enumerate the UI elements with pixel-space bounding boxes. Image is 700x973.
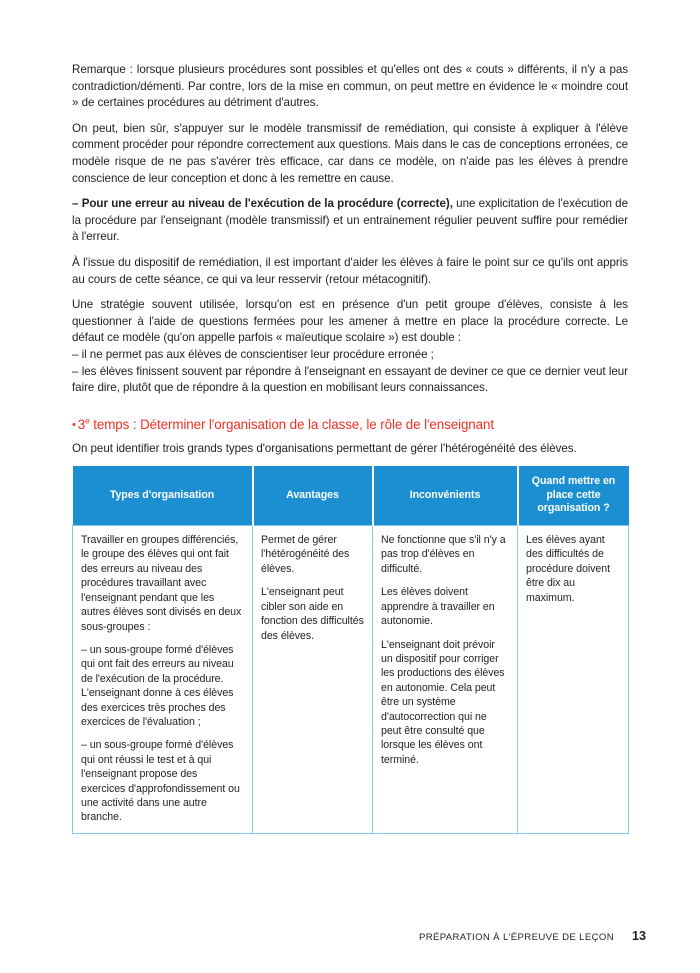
bullet-deviner: – les élèves finissent souvent par répondre à l'enseignant en essayant de deviner ce que ce dernier veut leur faire dire, plutôt que de répondre à la question en mobilisant leurs connaissances.	[72, 364, 628, 395]
organisations-table	[72, 466, 629, 834]
cell-paragraph: L'enseignant doit prévoir un dispositif pour corriger les productions des élèves en autonomie. Cela peut être un système d'autocorrection qui ne peut être consulté que lorsque les élèves ont terminé.	[381, 638, 505, 766]
cell-avantages	[253, 526, 373, 834]
section-heading-3e-temps	[72, 416, 628, 434]
paragraph-modele-transmissif: On peut, bien sûr, s'appuyer sur le modèle transmissif de remédiation, qui consiste à expliquer à l'élève comment procéder pour répondre correctement aux questions. Mais dans le cas de conceptions erronées, ce modèle risque de ne pas s'avérer très efficace, car dans ce modèle, on n'aide pas les élèves à prendre conscience de leur conception et donc à les remettre en cause.	[72, 121, 628, 185]
table-row	[73, 526, 629, 834]
bold-item-rest: une explicitation de l'exécution de la procédure par l'enseignant (modèle transmissif) et un entrainement régulier peuvent suffire pour remédier à l'erreur.	[72, 197, 628, 244]
cell-paragraph: Travailler en groupes différenciés, le groupe des élèves qui ont fait des erreurs au niveau des procédures travaillant avec l'enseignant pendant que les autres élèves sont divisés en deux sous-groupes :	[81, 534, 242, 633]
paragraph-intro-organisations: On peut identifier trois grands types d'organisations permettant de gérer l'hétérogénéité des élèves.	[72, 441, 577, 455]
cell-paragraph: Les élèves doivent apprendre à travailler en autonomie.	[381, 586, 495, 628]
cell-paragraph: – un sous-groupe formé d'élèves qui ont réussi le test et à qui l'enseignant propose des exercices d'approfondissement ou une activité dans une autre branche.	[81, 739, 240, 824]
paragraph-strategie: Une stratégie souvent utilisée, lorsqu'on est en présence d'un petit groupe d'élèves, consiste à les questionner à l'aide de questions fermées pour les amener à mettre en place la procédure correcte. Le défaut ce modèle (qu'on appelle parfois « maïeutique scolaire ») est double :	[72, 298, 628, 345]
table-header-avantages: Avantages	[253, 466, 373, 525]
section-number: 3	[77, 416, 86, 432]
footer-page-number: 13	[631, 929, 646, 943]
table-header-row-group	[73, 466, 629, 525]
page-content	[72, 62, 628, 834]
paragraph-remarque: Remarque : lorsque plusieurs procédures sont possibles et qu'elles ont des « couts » différents, il n'y a pas contradiction/démenti. Par contre, lors de la mise en commun, on peut mettre en évidence le « moindre cout » de certaines procédures au détriment d'autres.	[72, 63, 628, 110]
cell-types-organisation	[73, 526, 253, 834]
footer-title: PRÉPARATION À L'ÉPREUVE DE LEÇON	[418, 932, 614, 943]
table-header-quand-mettre: Quand mettre en place cette organisation ?	[518, 466, 629, 525]
table-header-inconvenients: Inconvénients	[373, 466, 518, 525]
cell-paragraph: Permet de gérer l'hétérogénéité des élèves.	[261, 534, 350, 575]
paragraph-retour-metacognitif: À l'issue du dispositif de remédiation, il est important d'aider les élèves à faire le point sur ce qu'ils ont appris au cours de cette séance, ce qui va leur resservir (retour métacognitif).	[72, 255, 628, 286]
cell-paragraph: Les élèves ayant des difficultés de procédure doivent être dix au maximum.	[526, 534, 610, 604]
cell-paragraph: – un sous-groupe formé d'élèves qui ont fait des erreurs au niveau de l'exécution de la procédure. L'enseignant donne à ces élèves des exercices très proches des exercices de l'évaluation ;	[81, 643, 234, 728]
page-footer	[419, 929, 646, 943]
cell-paragraph: Ne fonctionne que s'il n'y a pas trop d'élèves en difficulté.	[381, 534, 506, 575]
section-heading-text: temps : Déterminer l'organisation de la classe, le rôle de l'enseignant	[89, 416, 494, 432]
bullet-glyph-icon: •	[72, 418, 76, 431]
bullet-conscientiser: – il ne permet pas aux élèves de conscientiser leur procédure erronée ;	[72, 347, 434, 361]
cell-inconvenients	[373, 526, 518, 834]
table-body	[73, 526, 629, 834]
table-header-row	[73, 466, 629, 525]
paragraph-erreur-execution	[72, 196, 628, 246]
bold-lead-text: – Pour une erreur au niveau de l'exécution de la procédure (correcte),	[72, 197, 453, 211]
cell-paragraph: L'enseignant peut cibler son aide en fonction des difficultés des élèves.	[261, 586, 364, 642]
table-header-types-organisation: Types d'organisation	[73, 466, 253, 525]
section-ordinal-suffix: e	[85, 415, 90, 426]
cell-quand-mettre	[518, 526, 629, 834]
